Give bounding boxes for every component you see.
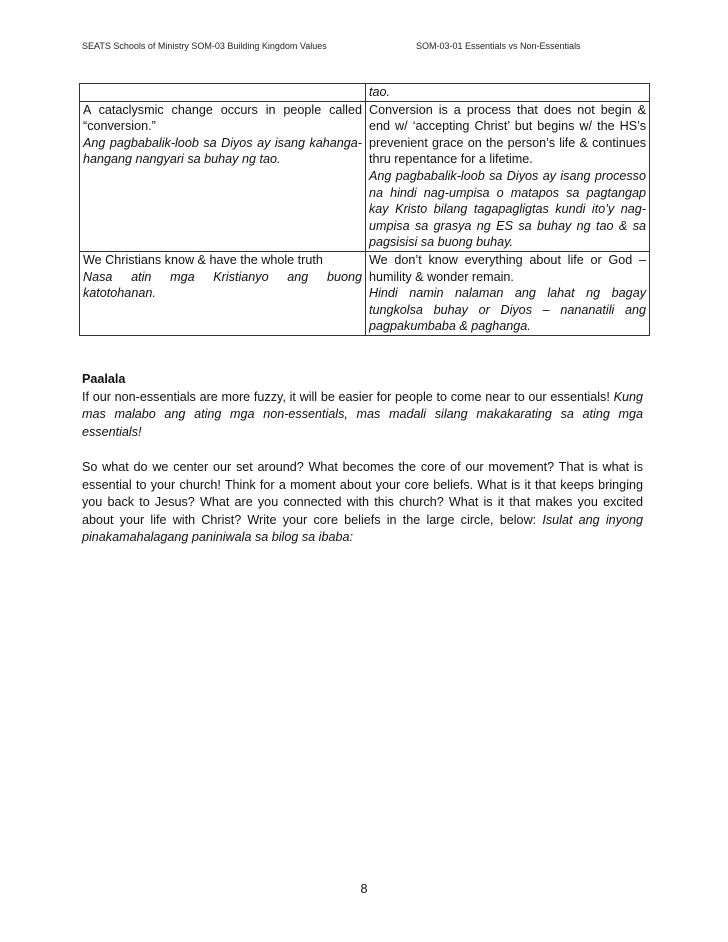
- prompt-tagalog: Isulat ang inyong pinakamahalagang paniniwala sa bilog sa ibaba:: [82, 512, 643, 545]
- table-row: [80, 84, 650, 102]
- header-section-title: SOM-03-01 Essentials vs Non-Essentials: [416, 41, 581, 51]
- cell-english-text: We Christians know & have the whole truth: [83, 252, 323, 267]
- page-header: [82, 41, 650, 55]
- essentials-comparison-table: [79, 83, 650, 336]
- reminder-heading: Paalala: [82, 372, 126, 386]
- cell-english-text: Conversion is a process that does not begin & end w/ ‘accepting Christ’ but begins w/ the HS’s prevenient grace on the person’s life & continues thru repentance for a lifetime.: [369, 102, 646, 167]
- prompt-english: So what do we center our set around? What becomes the core of our movement? That is what is essential to your church! Think for a moment about your core beliefs. What is it that keeps bringing you back to Jesus? What are you connected with this church? What is it that makes you excited about your life with Christ? Write your core beliefs in the large circle, below:: [82, 459, 643, 527]
- cell-english-text: A cataclysmic change occurs in people called “conversion.”: [83, 102, 362, 134]
- reminder-paragraph: [82, 389, 643, 442]
- body-text: [82, 371, 643, 547]
- carryover-text: tao.: [369, 85, 391, 99]
- cell-tagalog-text: Ang pagbabalik-loob sa Diyos ay isang kahanga-hangang nangyari sa buhay ng tao.: [83, 135, 362, 167]
- table-row: [80, 251, 650, 335]
- table-cell: [80, 101, 366, 251]
- table-cell: [80, 84, 366, 102]
- header-course-title: SEATS Schools of Ministry SOM-03 Building Kingdom Values: [82, 41, 327, 51]
- paragraph-spacer: [82, 441, 643, 459]
- cell-tagalog-text: Nasa atin mga Kristianyo ang buong katotohanan.: [83, 269, 362, 301]
- table-cell: [366, 251, 650, 335]
- cell-tagalog-text: Hindi namin nalaman ang lahat ng bagay tungkolsa buhay or Diyos – nananatili ang pagpakumbaba & paghanga.: [369, 286, 646, 334]
- reminder-tagalog: Kung mas malabo ang ating mga non-essentials, mas madali silang makakarating sa ating mga essentials!: [82, 389, 644, 439]
- table-cell: [366, 84, 650, 102]
- cell-english-text: We don’t know everything about life or God – humility & wonder remain.: [369, 252, 646, 284]
- core-beliefs-prompt: [82, 459, 643, 547]
- table-row: [80, 101, 650, 251]
- table-cell: [366, 101, 650, 251]
- page-number: 8: [360, 882, 368, 896]
- table-cell: [80, 251, 366, 335]
- reminder-english: If our non-essentials are more fuzzy, it will be easier for people to come near to our essentials!: [82, 389, 610, 404]
- cell-tagalog-text: Ang pagbabalik-loob sa Diyos ay isang processo na hindi nag-umpisa o matapos sa pagtangap kay Kristo bilang tagapagligtas kundi ito’y nag-umpisa sa grasya ng ES sa buhay ng tao & sa pagsisisi sa buong buhay.: [369, 168, 646, 250]
